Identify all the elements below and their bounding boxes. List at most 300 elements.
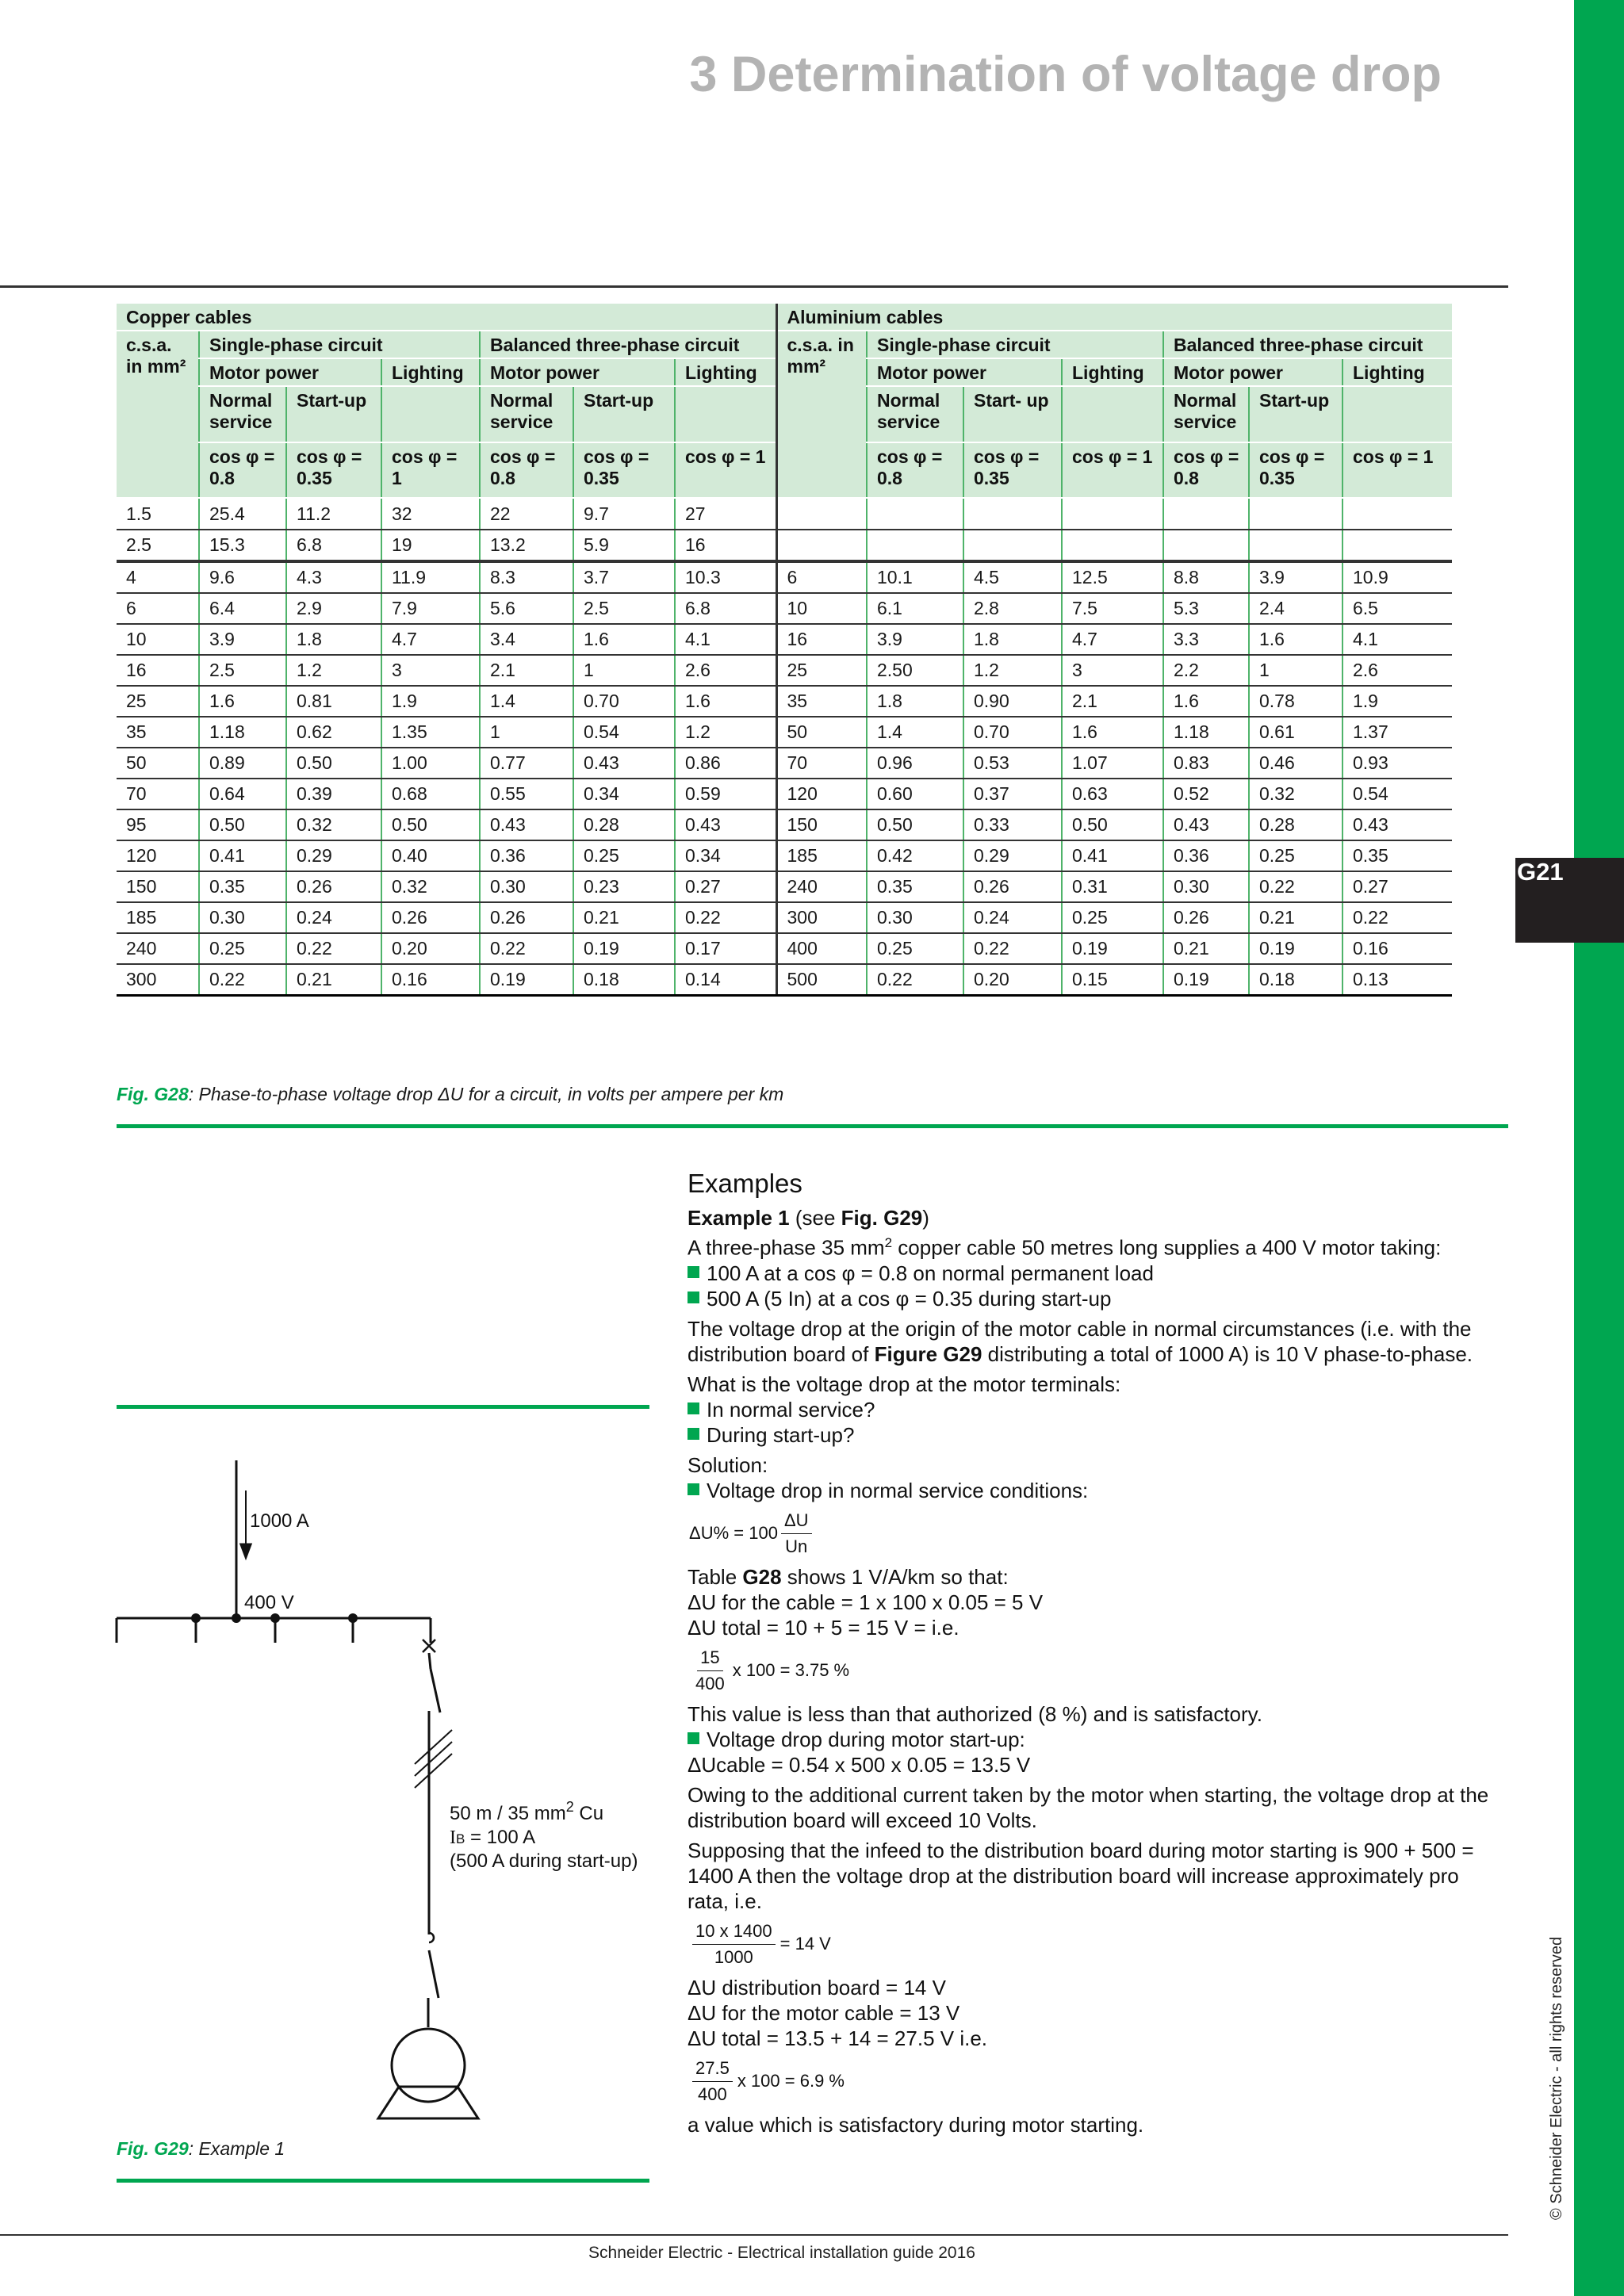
contactor-blade	[429, 1950, 439, 1998]
table-row	[117, 748, 1452, 779]
table-cell: 0.22	[963, 933, 1062, 964]
page-number-tab	[1515, 858, 1624, 943]
table-cell: 0.22	[199, 964, 286, 996]
table-cell: 4.7	[1062, 624, 1163, 655]
table-cell: 0.30	[867, 902, 963, 933]
table-cell-csa: 240	[776, 871, 867, 902]
voltage-drop-table	[117, 304, 1452, 997]
table-cell: 0.27	[1342, 871, 1452, 902]
table-cell: 1	[480, 717, 573, 748]
header-cos-0-8: cos φ = 0.8	[1163, 442, 1249, 498]
table-cell: 6.5	[1342, 593, 1452, 624]
table-cell: 1.4	[867, 717, 963, 748]
table-cell: 0.36	[1163, 840, 1249, 871]
bullet-1-text: 100 A at a cos φ = 0.8 on normal permanent load	[707, 1261, 1154, 1285]
table-cell: 3.9	[867, 624, 963, 655]
table-body	[117, 498, 1452, 996]
header-start-up: Start-up	[1249, 386, 1342, 442]
table-cell-csa: 150	[117, 871, 199, 902]
formula-board-drop	[689, 1919, 831, 1970]
table-cell: 0.20	[963, 964, 1062, 996]
table-cell: 0.26	[963, 871, 1062, 902]
table-cell: 0.81	[286, 686, 381, 717]
bullet-square-icon	[688, 1292, 699, 1303]
table-cell: 0.22	[675, 902, 776, 933]
label-cable-spec	[450, 1799, 603, 1824]
header-motor-power: Motor power	[199, 358, 381, 386]
header-cos-1: cos φ = 1	[1342, 442, 1452, 498]
table-cell: 0.52	[1163, 779, 1249, 809]
table-cell: 2.1	[1062, 686, 1163, 717]
table-cell-csa: 120	[776, 779, 867, 809]
table-cell: 0.78	[1249, 686, 1342, 717]
table-cell: 0.55	[480, 779, 573, 809]
cable-spec-text: 50 m / 35 mm	[450, 1803, 566, 1824]
bullet-square-icon	[688, 1483, 699, 1495]
intro-post: copper cable 50 metres long supplies a 400 V motor taking:	[892, 1235, 1442, 1260]
header-lighting: Lighting	[1342, 358, 1452, 386]
table-cell: 0.50	[1062, 809, 1163, 840]
bullet-square-icon	[688, 1402, 699, 1414]
table-cell: 1.2	[286, 655, 381, 686]
label-startup-current: (500 A during start-up)	[450, 1850, 638, 1872]
table-cell-csa: 300	[776, 902, 867, 933]
fig-g28-caption	[117, 1084, 783, 1105]
table-row	[117, 655, 1452, 686]
table-cell-csa: 400	[776, 933, 867, 964]
ib-prefix: I	[450, 1827, 456, 1848]
table-cell: 0.13	[1342, 964, 1452, 996]
formula-4-den: 400	[698, 2084, 727, 2104]
table-cell-csa: 6	[776, 561, 867, 593]
table-cell-csa: 10	[117, 624, 199, 655]
table-cell: 5.9	[573, 530, 675, 561]
table-cell-csa	[776, 498, 867, 530]
table-cell: 0.35	[199, 871, 286, 902]
du-board-line: ΔU distribution board = 14 V	[688, 1975, 946, 1999]
table-cell: 3	[1062, 655, 1163, 686]
header-csa-copper: c.s.a. in mm²	[117, 331, 199, 498]
ex1-ref-post: )	[922, 1206, 929, 1230]
table-cell: 0.16	[1342, 933, 1452, 964]
table-cell: 1.9	[381, 686, 480, 717]
examples-heading: Examples	[688, 1169, 802, 1198]
table-cell: 6.4	[199, 593, 286, 624]
ib-value: = 100 A	[465, 1827, 536, 1848]
table-cell	[1062, 498, 1163, 530]
table-cell: 0.35	[1342, 840, 1452, 871]
breaker-blade	[431, 1669, 440, 1712]
table-cell-csa: 35	[776, 686, 867, 717]
table-cell: 0.21	[1163, 933, 1249, 964]
table-cell-csa: 35	[117, 717, 199, 748]
table-cell: 0.32	[1249, 779, 1342, 809]
table-cell: 6.8	[286, 530, 381, 561]
table-ref-bold: G28	[742, 1564, 782, 1589]
table-cell: 7.5	[1062, 593, 1163, 624]
table-row	[117, 593, 1452, 624]
header-cos-0-35: cos φ = 0.35	[573, 442, 675, 498]
table-cell: 0.21	[573, 902, 675, 933]
table-cell-csa: 16	[117, 655, 199, 686]
table-cell: 0.21	[1249, 902, 1342, 933]
footer	[0, 2244, 1624, 2263]
table-cell-csa	[776, 530, 867, 561]
table-cell: 0.28	[1249, 809, 1342, 840]
table-row	[117, 561, 1452, 593]
example-1-title: Example 1	[688, 1206, 790, 1230]
table-cell: 0.61	[1249, 717, 1342, 748]
table-cell-csa: 95	[117, 809, 199, 840]
origin-bold: Figure G29	[874, 1341, 982, 1366]
header-cos-0-35: cos φ = 0.35	[1249, 442, 1342, 498]
header-cu-single-phase: Single-phase circuit	[199, 331, 480, 358]
question-text: What is the voltage drop at the motor terminals:	[688, 1372, 1121, 1396]
table-cell: 0.34	[675, 840, 776, 871]
table-cell: 0.50	[381, 809, 480, 840]
table-row	[117, 933, 1452, 964]
table-cell: 3.4	[480, 624, 573, 655]
header-cos-1: cos φ = 1	[675, 442, 776, 498]
table-cell: 0.70	[963, 717, 1062, 748]
table-cell	[1062, 530, 1163, 561]
table-cell: 0.35	[867, 871, 963, 902]
table-cell: 0.33	[963, 809, 1062, 840]
table-cell: 4.3	[286, 561, 381, 593]
table-cell: 4.5	[963, 561, 1062, 593]
bullet-item	[688, 1397, 1496, 1422]
table-cell: 0.77	[480, 748, 573, 779]
table-cell	[1249, 498, 1342, 530]
table-cell: 8.3	[480, 561, 573, 593]
table-cell: 10.9	[1342, 561, 1452, 593]
header-cos-0-8: cos φ = 0.8	[480, 442, 573, 498]
table-cell: 0.43	[480, 809, 573, 840]
table-cell: 1.6	[1062, 717, 1163, 748]
table-cell-csa: 2.5	[117, 530, 199, 561]
header-al-three-phase: Balanced three-phase circuit	[1163, 331, 1452, 358]
formula-1-num: ΔU	[781, 1508, 812, 1534]
table-cell-csa: 4	[117, 561, 199, 593]
formula-2-num: 15	[697, 1645, 722, 1671]
header-start-up: Start-up	[286, 386, 381, 442]
table-cell	[1342, 498, 1452, 530]
table-cell: 2.9	[286, 593, 381, 624]
bullet-square-icon	[688, 1732, 699, 1744]
table-row	[117, 686, 1452, 717]
footer-text: Schneider Electric - Electrical installation guide 2016	[588, 2244, 975, 2262]
table-cell: 0.50	[199, 809, 286, 840]
table-cell: 2.1	[480, 655, 573, 686]
formula-du-percent	[689, 1508, 817, 1559]
header-motor-power: Motor power	[867, 358, 1062, 386]
table-cell: 1.18	[199, 717, 286, 748]
table-row	[117, 530, 1452, 561]
table-cell: 0.62	[286, 717, 381, 748]
fig-g29-top-rule	[117, 1405, 649, 1409]
final-line: a value which is satisfactory during motor starting.	[688, 2112, 1144, 2137]
header-copper-cables: Copper cables	[117, 304, 776, 331]
side-green-bar	[1574, 0, 1624, 2296]
formula-1-lhs: ΔU% = 100	[689, 1523, 778, 1544]
fig-g28-label: Fig. G28	[117, 1084, 189, 1104]
table-cell	[963, 530, 1062, 561]
table-cell	[1163, 530, 1249, 561]
table-cell-csa: 240	[117, 933, 199, 964]
table-cell: 10.1	[867, 561, 963, 593]
table-cell: 1.00	[381, 748, 480, 779]
label-ib	[450, 1827, 535, 1848]
motor-circle	[392, 2029, 465, 2102]
header-normal-service: Normal service	[867, 386, 963, 442]
formula-4-rhs: x 100 = 6.9 %	[737, 2071, 845, 2091]
question-2-text: During start-up?	[707, 1422, 855, 1447]
table-cell: 0.16	[381, 964, 480, 996]
header-normal-service: Normal service	[1163, 386, 1249, 442]
bullet-square-icon	[688, 1266, 699, 1278]
owing-paragraph: Owing to the additional current taken by the motor when starting, the voltage drop at the distribution board will exceed 10 Volts.	[688, 1782, 1489, 1832]
table-cell: 0.19	[573, 933, 675, 964]
table-cell-csa: 1.5	[117, 498, 199, 530]
table-cell: 1.2	[675, 717, 776, 748]
table-cell: 0.63	[1062, 779, 1163, 809]
table-cell: 0.29	[963, 840, 1062, 871]
table-cell: 1.8	[867, 686, 963, 717]
copyright-notice: © Schneider Electric - all rights reserved	[1548, 1936, 1565, 2220]
cable-spec-mat: Cu	[573, 1803, 604, 1824]
table-cell: 1.35	[381, 717, 480, 748]
header-start-up: Start-up	[573, 386, 675, 442]
label-current: 1000 A	[250, 1510, 309, 1532]
table-cell: 0.50	[286, 748, 381, 779]
table-cell: 0.26	[480, 902, 573, 933]
table-cell-csa: 25	[776, 655, 867, 686]
table-cell: 0.32	[381, 871, 480, 902]
table-cell: 2.6	[1342, 655, 1452, 686]
fig-g29-bottom-rule	[117, 2179, 649, 2183]
table-cell: 0.90	[963, 686, 1062, 717]
table-cell: 0.64	[199, 779, 286, 809]
table-cell: 0.53	[963, 748, 1062, 779]
bullet-item	[688, 1478, 1496, 1503]
intro-sup: 2	[884, 1235, 893, 1250]
table-cell: 1.9	[1342, 686, 1452, 717]
table-cell: 8.8	[1163, 561, 1249, 593]
solution-label: Solution:	[688, 1452, 768, 1477]
table-cell: 1.8	[963, 624, 1062, 655]
table-cell: 4.1	[675, 624, 776, 655]
table-cell: 0.19	[480, 964, 573, 996]
table-cell: 0.68	[381, 779, 480, 809]
table-row	[117, 717, 1452, 748]
table-cell: 0.25	[573, 840, 675, 871]
table-cell: 13.2	[480, 530, 573, 561]
table-cell: 0.18	[1249, 964, 1342, 996]
header-motor-power: Motor power	[480, 358, 675, 386]
fig-g29-diagram	[115, 1443, 654, 2133]
table-cell: 5.3	[1163, 593, 1249, 624]
table-cell: 0.15	[1062, 964, 1163, 996]
current-arrow-head	[241, 1544, 251, 1557]
ex1-ref: Fig. G29	[841, 1206, 923, 1230]
table-cell-csa: 6	[117, 593, 199, 624]
formula-3-rhs: = 14 V	[779, 1934, 831, 1954]
table-cell	[963, 498, 1062, 530]
table-cell-csa: 70	[776, 748, 867, 779]
table-cell-csa: 500	[776, 964, 867, 996]
table-cell: 0.22	[1342, 902, 1452, 933]
ib-sub: B	[456, 1831, 465, 1846]
header-cos-1: cos φ = 1	[1062, 442, 1163, 498]
header-aluminium-cables: Aluminium cables	[776, 304, 1452, 331]
table-cell: 0.17	[675, 933, 776, 964]
formula-percent-start	[689, 2056, 845, 2107]
table-cell: 0.26	[286, 871, 381, 902]
table-cell: 1.07	[1062, 748, 1163, 779]
table-cell: 0.29	[286, 840, 381, 871]
table-cell: 22	[480, 498, 573, 530]
header-lighting: Lighting	[1062, 358, 1163, 386]
table-cell: 0.37	[963, 779, 1062, 809]
table-cell: 0.54	[573, 717, 675, 748]
table-cell: 0.25	[199, 933, 286, 964]
table-cell: 0.21	[286, 964, 381, 996]
table-cell	[1342, 530, 1452, 561]
header-normal-service: Normal service	[199, 386, 286, 442]
table-cell: 0.93	[1342, 748, 1452, 779]
table-row	[117, 624, 1452, 655]
table-cell: 1.8	[286, 624, 381, 655]
cable-spec-sup: 2	[565, 1799, 574, 1815]
table-cell: 27	[675, 498, 776, 530]
table-cell: 0.25	[1062, 902, 1163, 933]
bullet-item	[688, 1286, 1496, 1311]
table-cell: 0.36	[480, 840, 573, 871]
table-cell-csa: 150	[776, 809, 867, 840]
table-cell: 25.4	[199, 498, 286, 530]
table-cell: 4.1	[1342, 624, 1452, 655]
table-cell-csa: 25	[117, 686, 199, 717]
formula-1-den: Un	[785, 1536, 808, 1556]
table-cell: 0.28	[573, 809, 675, 840]
table-cell	[1163, 498, 1249, 530]
table-cell: 6.1	[867, 593, 963, 624]
bullet-item	[688, 1261, 1496, 1286]
formula-4-num: 27.5	[692, 2056, 733, 2082]
table-cell: 0.26	[1163, 902, 1249, 933]
table-cell: 12.5	[1062, 561, 1163, 593]
table-ref-line	[688, 1564, 1496, 1590]
table-cell: 1.6	[199, 686, 286, 717]
table-cell: 3.7	[573, 561, 675, 593]
table-cell: 0.43	[1163, 809, 1249, 840]
du-total-line: ΔU total = 10 + 5 = 15 V = i.e.	[688, 1615, 959, 1640]
du-cable-line: ΔU for the cable = 1 x 100 x 0.05 = 5 V	[688, 1590, 1044, 1614]
examples-section	[688, 1165, 1496, 2137]
table-cell: 1	[1249, 655, 1342, 686]
table-cell: 0.34	[573, 779, 675, 809]
fig-g28-text: : Phase-to-phase voltage drop ΔU for a circuit, in volts per ampere per km	[188, 1084, 784, 1104]
table-cell: 1.37	[1342, 717, 1452, 748]
table-cell: 10.3	[675, 561, 776, 593]
intro-paragraph	[688, 1230, 1496, 1261]
table-row	[117, 902, 1452, 933]
header-empty	[381, 386, 480, 442]
label-voltage: 400 V	[244, 1592, 294, 1613]
table-cell: 7.9	[381, 593, 480, 624]
header-cos-1: cos φ = 1	[381, 442, 480, 498]
table-cell: 32	[381, 498, 480, 530]
header-cu-three-phase: Balanced three-phase circuit	[480, 331, 776, 358]
header-lighting: Lighting	[381, 358, 480, 386]
header-normal-service: Normal service	[480, 386, 573, 442]
du-motor-cable-line: ΔU for the motor cable = 13 V	[688, 2000, 960, 2025]
table-cell: 11.9	[381, 561, 480, 593]
example-1-title-line	[688, 1205, 1496, 1230]
table-cell: 0.24	[286, 902, 381, 933]
bullet-square-icon	[688, 1428, 699, 1440]
formula-2-rhs: x 100 = 3.75 %	[732, 1660, 850, 1681]
table-cell: 0.50	[867, 809, 963, 840]
table-cell-csa: 70	[117, 779, 199, 809]
table-cell: 0.86	[675, 748, 776, 779]
table-cell: 0.30	[480, 871, 573, 902]
table-cell: 19	[381, 530, 480, 561]
table-cell: 2.2	[1163, 655, 1249, 686]
table-cell: 9.6	[199, 561, 286, 593]
table-cell: 1.2	[963, 655, 1062, 686]
table-cell: 0.22	[1249, 871, 1342, 902]
fig-g29-label: Fig. G29	[117, 2138, 189, 2159]
table-cell: 0.19	[1249, 933, 1342, 964]
origin-pre: The voltage drop at the origin of the motor cable in normal circumstances (i.e. with the distribution board of	[688, 1316, 1472, 1366]
question-1-text: In normal service?	[707, 1397, 875, 1422]
table-cell: 0.43	[1342, 809, 1452, 840]
table-cell: 3.9	[199, 624, 286, 655]
table-cell: 0.89	[199, 748, 286, 779]
table-cell: 0.14	[675, 964, 776, 996]
du-total2-line: ΔU total = 13.5 + 14 = 27.5 V i.e.	[688, 2026, 988, 2050]
table-cell: 9.7	[573, 498, 675, 530]
supposing-paragraph: Supposing that the infeed to the distribution board during motor starting is 900 + 500 = 1400 A then the voltage drop at the distribution board will increase approximately pro rata, i.e.	[688, 1838, 1474, 1913]
satisfactory-line: This value is less than that authorized (8 %) and is satisfactory.	[688, 1701, 1262, 1726]
table-cell: 0.41	[1062, 840, 1163, 871]
solution-1-text: Voltage drop in normal service conditions:	[707, 1478, 1089, 1502]
ex1-ref-pre: (see	[789, 1206, 841, 1230]
table-cell: 0.20	[381, 933, 480, 964]
table-ref-pre: Table	[688, 1564, 743, 1589]
header-cos-0-8: cos φ = 0.8	[199, 442, 286, 498]
table-cell: 4.7	[381, 624, 480, 655]
table-cell-csa: 50	[776, 717, 867, 748]
table-cell: 0.22	[480, 933, 573, 964]
header-cos-0-35: cos φ = 0.35	[286, 442, 381, 498]
formula-2-den: 400	[695, 1673, 725, 1693]
table-cell: 0.24	[963, 902, 1062, 933]
footer-rule	[0, 2234, 1508, 2236]
table-cell: 0.96	[867, 748, 963, 779]
solution-2-text: Voltage drop during motor start-up:	[707, 1727, 1025, 1751]
table-cell: 1.6	[1249, 624, 1342, 655]
table-row	[117, 498, 1452, 530]
page-number: G21	[1517, 858, 1564, 886]
table-cell: 0.19	[1062, 933, 1163, 964]
table-cell: 15.3	[199, 530, 286, 561]
header-rule	[0, 285, 1508, 288]
table-cell: 2.4	[1249, 593, 1342, 624]
bullet-item	[688, 1422, 1496, 1448]
table-cell: 0.26	[381, 902, 480, 933]
